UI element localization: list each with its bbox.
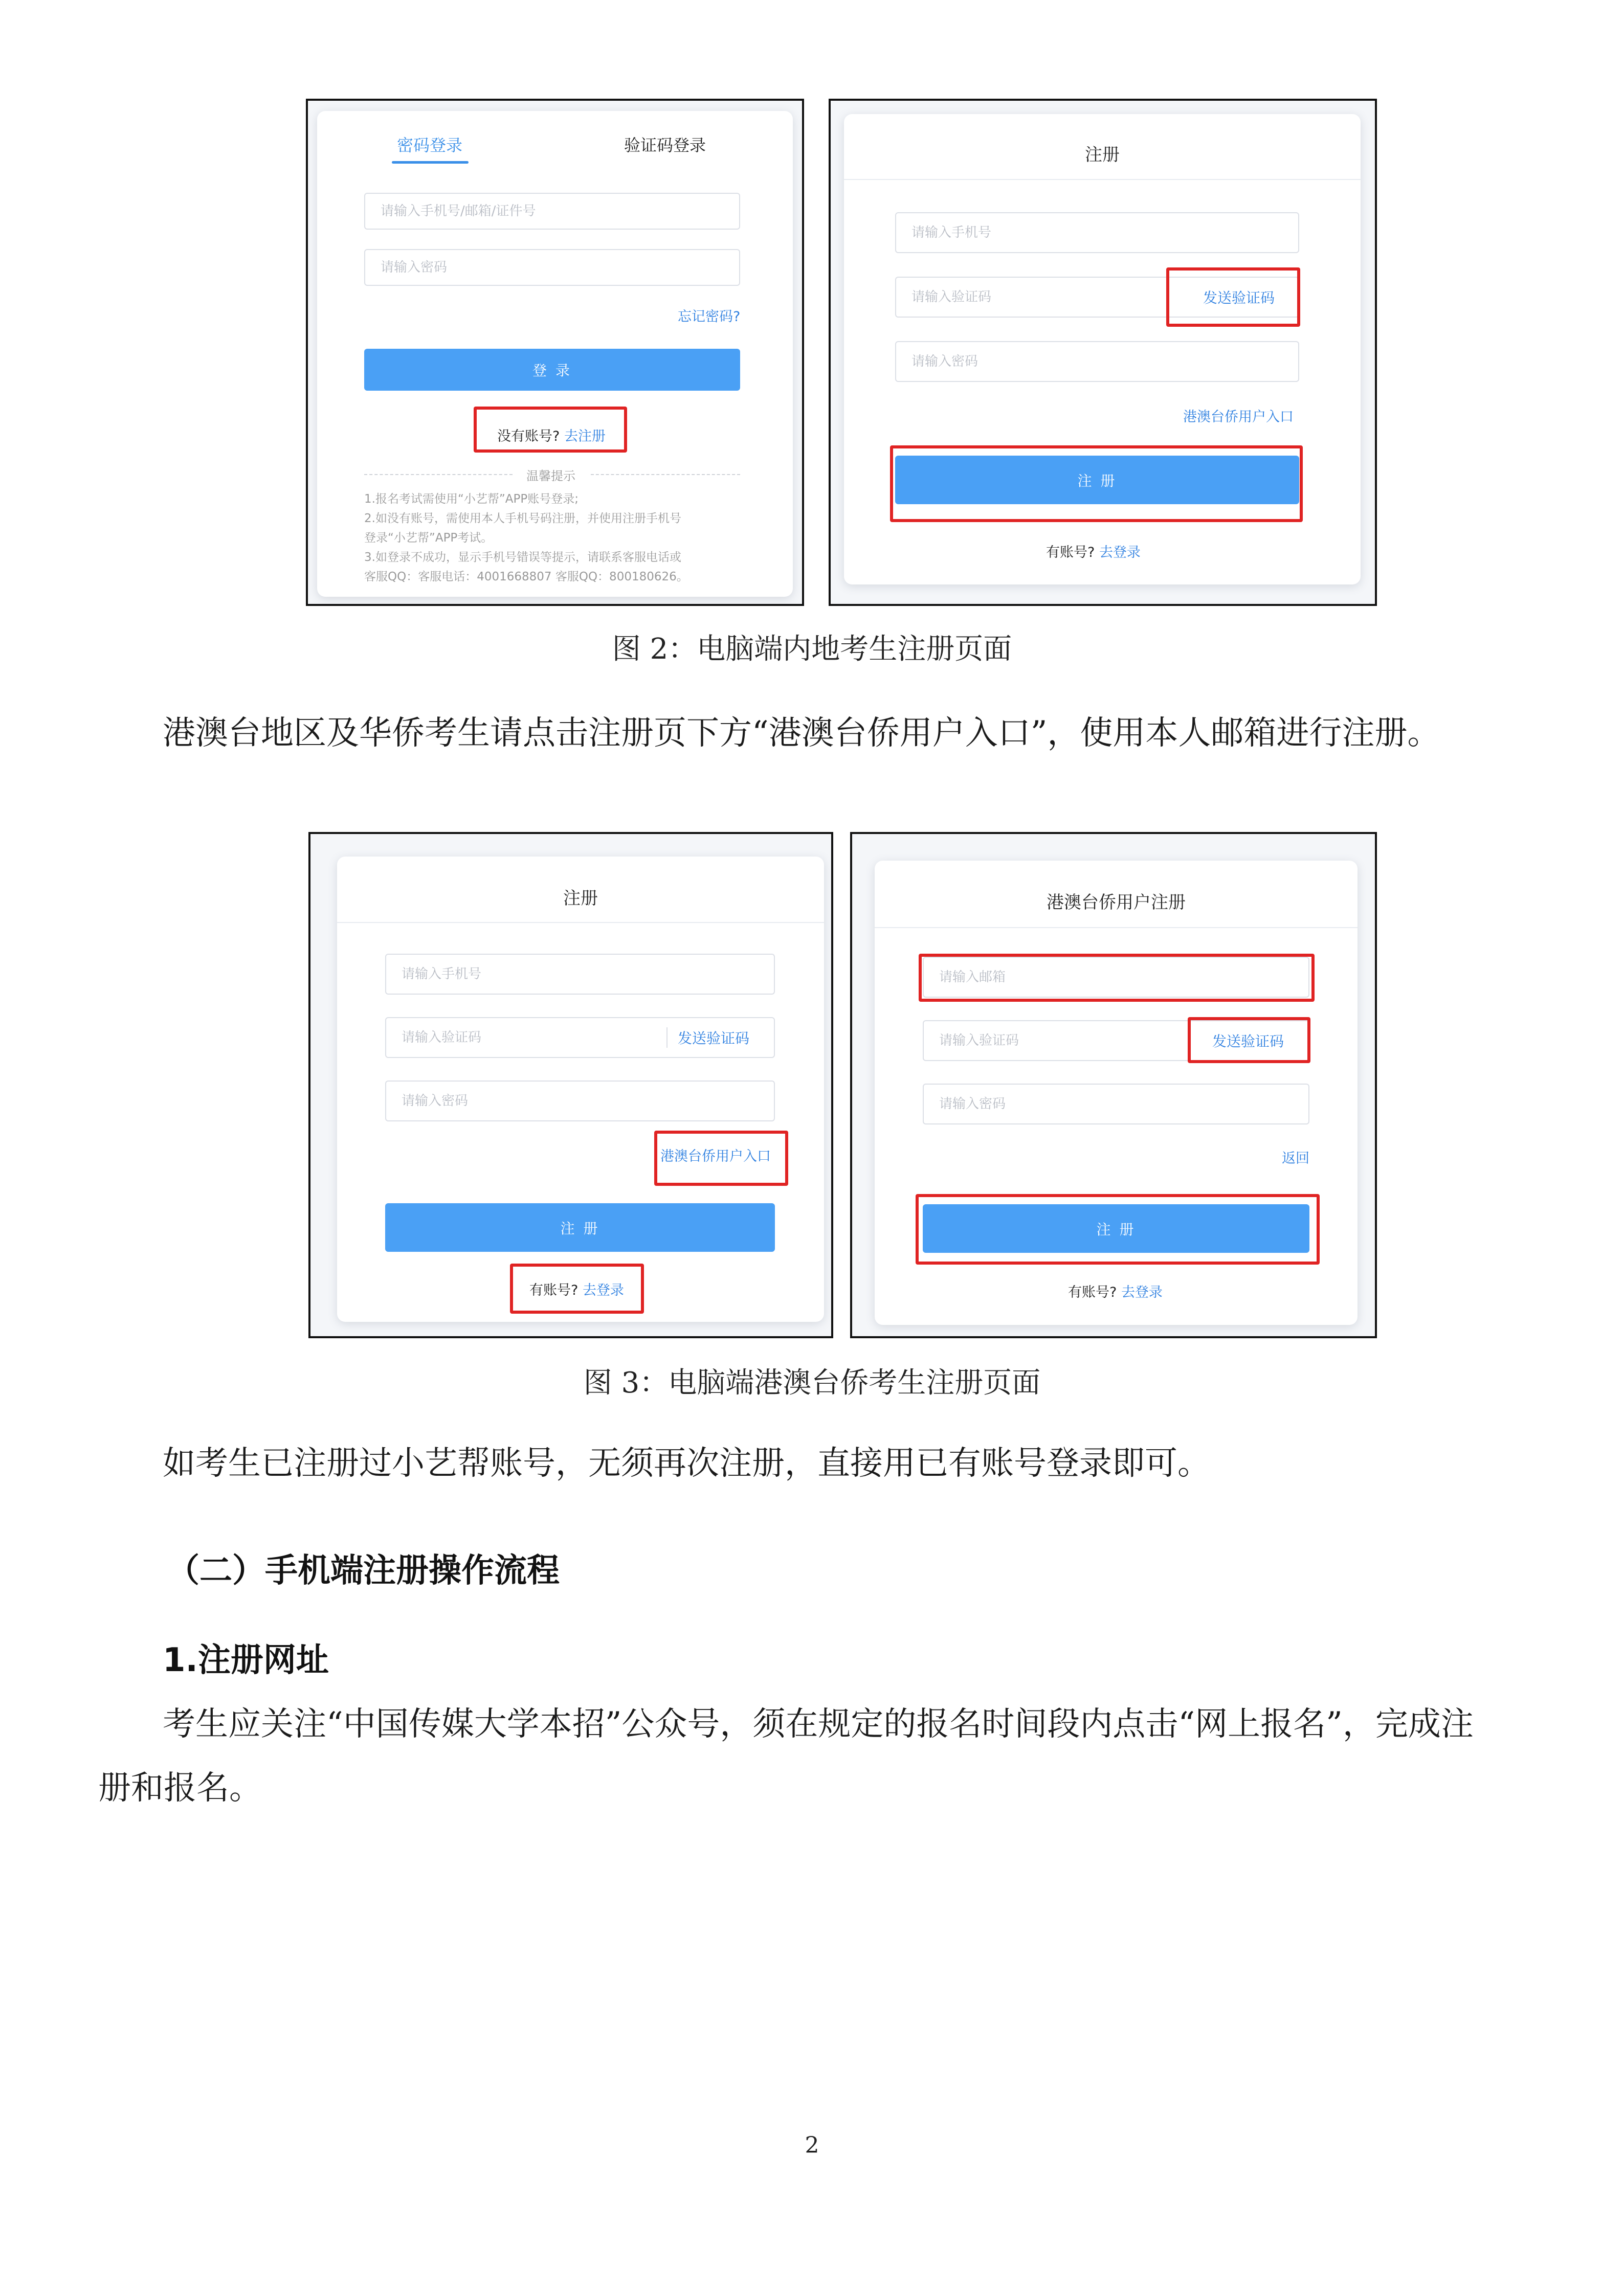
tab-code-login[interactable]: 验证码登录 — [624, 136, 706, 155]
title-divider — [875, 927, 1358, 928]
password-input[interactable] — [895, 341, 1299, 382]
tips-line: 3.如登录不成功，显示手机号错误等提示，请联系客服电话或 — [364, 551, 681, 564]
screenshot-login — [306, 99, 804, 606]
go-login-link[interactable]: 去登录 — [582, 1282, 624, 1298]
tips-line: 1.报名考试需使用“小艺帮”APP账号登录; — [364, 492, 579, 506]
email-input-field[interactable] — [924, 958, 1308, 997]
overseas-entry-link[interactable]: 港澳台侨用户入口 — [660, 1149, 771, 1164]
code-input[interactable] — [895, 277, 1299, 318]
password-input[interactable] — [364, 249, 740, 286]
account-input[interactable] — [364, 193, 740, 230]
overseas-register-card — [875, 861, 1358, 1325]
go-login-link[interactable]: 去登录 — [1099, 545, 1141, 560]
phone-input-field[interactable] — [386, 955, 774, 994]
register-card — [844, 114, 1361, 584]
send-code-button[interactable]: 发送验证码 — [678, 1030, 750, 1047]
paragraph-existing-account: 如考生已注册过小艺帮账号，无须再次注册，直接用已有账号登录即可。 — [163, 1445, 1210, 1482]
go-login-link[interactable]: 去登录 — [1121, 1285, 1163, 1300]
screenshot-register — [829, 99, 1377, 606]
login-prompt — [1046, 541, 1141, 561]
screenshot-overseas-register — [850, 832, 1377, 1338]
tips-title: 温馨提示 — [526, 469, 575, 483]
go-register-link[interactable]: 去注册 — [564, 429, 606, 444]
back-link[interactable]: 返回 — [1282, 1151, 1309, 1166]
input-separator — [666, 1027, 668, 1048]
code-input-field[interactable] — [386, 1018, 662, 1057]
tips-line: 登录“小艺帮”APP考试。 — [364, 531, 493, 545]
email-input[interactable] — [923, 957, 1309, 998]
forgot-password-link[interactable]: 忘记密码? — [678, 309, 741, 325]
login-prompt — [1068, 1281, 1163, 1301]
register-title: 注册 — [1085, 145, 1120, 165]
code-input[interactable] — [385, 1017, 775, 1058]
tips-divider-right — [591, 474, 740, 475]
code-input[interactable] — [923, 1020, 1309, 1061]
have-account-text: 有账号? — [1068, 1285, 1117, 1300]
register-prompt — [497, 425, 606, 445]
password-input-field[interactable] — [386, 1082, 774, 1120]
subsection-heading: 1.注册网址 — [163, 1641, 329, 1679]
paragraph-register-url-line1: 考生应关注“中国传媒大学本招”公众号，须在规定的报名时间段内点击“网上报名”，完成注 — [163, 1705, 1474, 1743]
have-account-text: 有账号? — [529, 1282, 579, 1298]
paragraph-overseas: 港澳台地区及华侨考生请点击注册页下方“港澳台侨用户入口”，使用本人邮箱进行注册。 — [163, 714, 1440, 752]
password-input[interactable] — [385, 1081, 775, 1121]
section-heading: （二）手机端注册操作流程 — [167, 1552, 560, 1590]
login-button[interactable]: 登 录 — [364, 349, 740, 391]
overseas-entry-link[interactable]: 港澳台侨用户入口 — [1183, 409, 1294, 425]
figure-2-caption: 图 2：电脑端内地考生注册页面 — [612, 633, 1012, 666]
tab-active-indicator — [392, 161, 469, 164]
tab-password-login[interactable]: 密码登录 — [396, 136, 462, 155]
register-button[interactable]: 注 册 — [895, 456, 1299, 504]
login-prompt — [529, 1279, 624, 1299]
password-input-field[interactable] — [896, 342, 1298, 381]
register-card — [337, 857, 824, 1322]
register-button[interactable]: 注 册 — [385, 1203, 775, 1252]
account-input-field[interactable] — [365, 194, 739, 229]
screenshot-register-overseas-entry — [308, 832, 833, 1338]
password-input-field[interactable] — [365, 250, 739, 285]
code-input-field[interactable] — [896, 278, 1183, 317]
register-button[interactable]: 注 册 — [923, 1204, 1309, 1253]
login-card — [317, 111, 793, 597]
figure-3-caption: 图 3：电脑端港澳台侨考生注册页面 — [583, 1366, 1041, 1400]
password-input[interactable] — [923, 1084, 1309, 1124]
send-code-button[interactable]: 发送验证码 — [1212, 1033, 1284, 1050]
title-divider — [337, 922, 824, 923]
tips-divider-left — [364, 474, 513, 475]
code-input-field[interactable] — [924, 1021, 1190, 1060]
phone-input[interactable] — [895, 212, 1299, 253]
send-code-button[interactable]: 发送验证码 — [1203, 289, 1275, 306]
overseas-register-title: 港澳台侨用户注册 — [1047, 892, 1186, 913]
page-number: 2 — [805, 2132, 819, 2158]
password-input-field[interactable] — [924, 1085, 1308, 1123]
no-account-text: 没有账号? — [497, 429, 560, 444]
tips-line: 2.如没有账号，需使用本人手机号码注册，并使用注册手机号 — [364, 512, 681, 525]
paragraph-register-url-line2: 册和报名。 — [98, 1769, 262, 1807]
tips-line: 客服QQ：客服电话：4001668807 客服QQ：800180626。 — [364, 570, 688, 583]
have-account-text: 有账号? — [1046, 545, 1095, 560]
phone-input-field[interactable] — [896, 213, 1298, 252]
phone-input[interactable] — [385, 954, 775, 995]
register-title: 注册 — [563, 888, 598, 909]
title-divider — [844, 179, 1361, 180]
